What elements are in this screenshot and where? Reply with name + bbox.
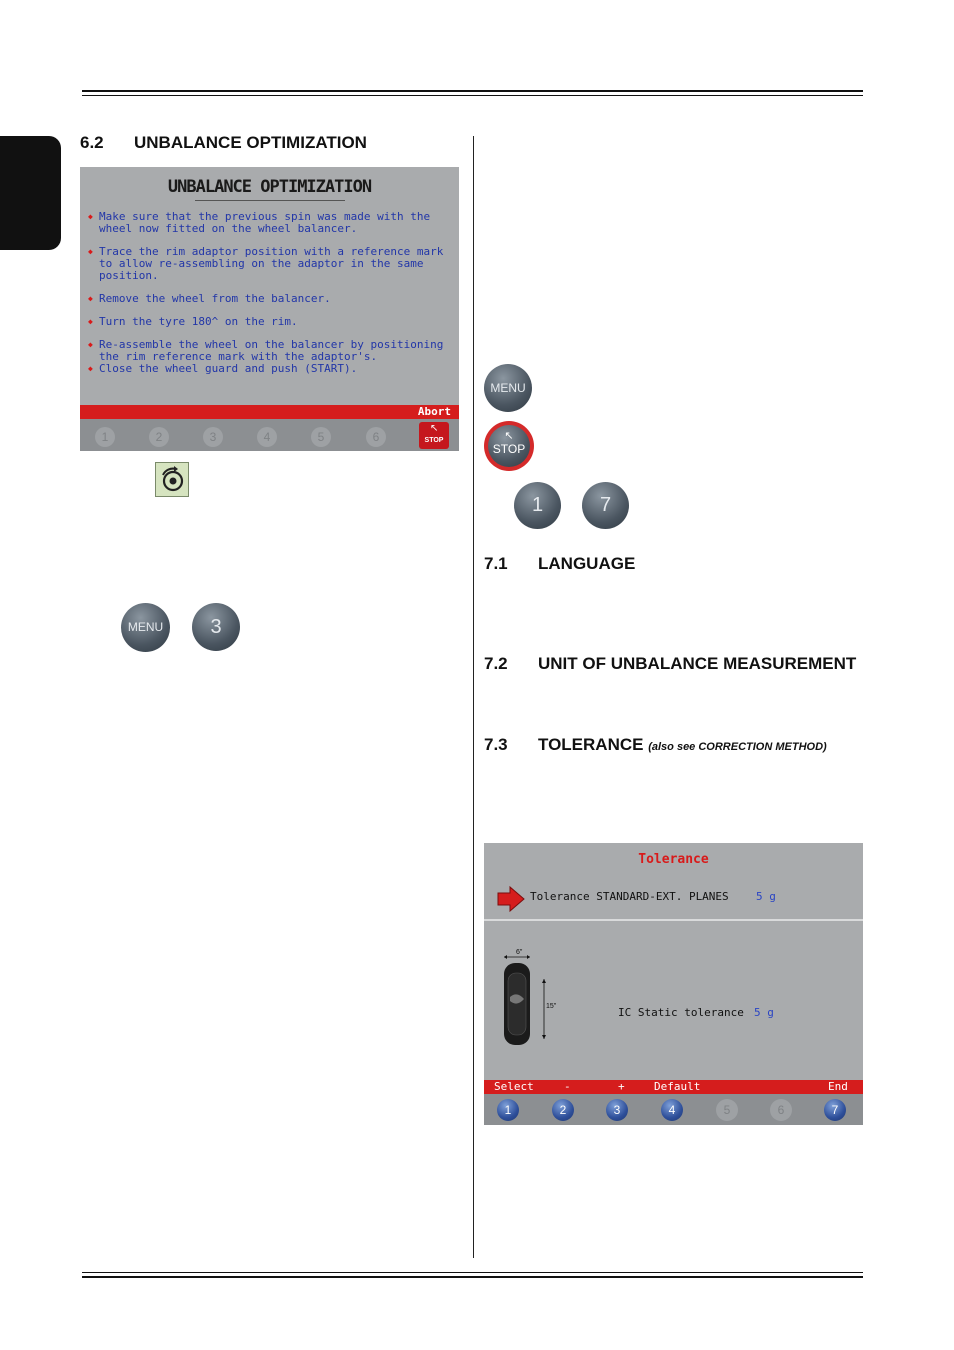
- section-heading-6-2: [80, 133, 367, 153]
- instruction-item: ◆ Remove the wheel from the balancer.: [88, 293, 448, 305]
- key-1-button[interactable]: 1: [497, 1099, 519, 1121]
- key-1-button[interactable]: 1: [95, 427, 115, 447]
- spin-icon: [155, 462, 189, 497]
- menu-button[interactable]: MENU: [484, 364, 532, 412]
- footer-rule: [82, 1276, 863, 1278]
- stop-button[interactable]: [419, 422, 449, 449]
- section-number: 6.2: [80, 133, 104, 152]
- arrow-icon: ↖: [430, 423, 439, 434]
- instruction-item: ◆ Re-assemble the wheel on the balancer by positioning the rim reference mark with the adaptor's.: [88, 339, 448, 363]
- end-label: End: [828, 1080, 848, 1093]
- tolerance-std-label: Tolerance STANDARD-EXT. PLANES: [530, 890, 729, 903]
- width-label: 6": [516, 949, 523, 956]
- button-row: [80, 419, 459, 451]
- section-title: LANGUAGE: [538, 554, 636, 573]
- key-6-button: 6: [770, 1099, 792, 1121]
- menu-button[interactable]: MENU: [121, 603, 170, 652]
- key-5-button[interactable]: 5: [311, 427, 331, 447]
- key-4-button[interactable]: 4: [661, 1099, 683, 1121]
- header-rule: [82, 90, 863, 92]
- column-divider: [473, 136, 474, 1258]
- header-rule-thin: [82, 95, 863, 96]
- diameter-label: 15": [546, 1003, 557, 1010]
- tolerance-std-value[interactable]: 5 g: [756, 890, 776, 903]
- key-6-button[interactable]: 6: [366, 427, 386, 447]
- stop-label: STOP: [492, 442, 526, 456]
- function-bar: [80, 405, 459, 419]
- unbalance-optimization-screen: [80, 167, 459, 451]
- abort-label: Abort: [417, 405, 451, 418]
- instruction-item: ◆ Close the wheel guard and push (START).: [88, 363, 448, 375]
- key-7-button[interactable]: 7: [824, 1099, 846, 1121]
- default-label: Default: [654, 1080, 701, 1093]
- title-underline: [195, 200, 345, 201]
- key-2-button[interactable]: 2: [149, 427, 169, 447]
- screen-title: Tolerance: [638, 852, 709, 867]
- stop-button[interactable]: [484, 421, 534, 471]
- arrow-right-icon: [496, 885, 526, 913]
- section-heading-7-3: [484, 735, 827, 755]
- key-4-button[interactable]: 4: [257, 427, 277, 447]
- section-subtitle: (also see CORRECTION METHOD): [648, 741, 827, 753]
- key-3-button[interactable]: 3: [192, 603, 240, 651]
- stop-label: STOP: [424, 437, 444, 444]
- section-heading-7-1: [484, 554, 635, 574]
- section-title: UNBALANCE OPTIMIZATION: [134, 133, 367, 152]
- tolerance-screen: [484, 843, 863, 1125]
- section-number: 7.3: [484, 735, 508, 754]
- section-title: TOLERANCE: [538, 735, 644, 754]
- instruction-item: ◆ Trace the rim adaptor position with a reference mark to allow re-assembling on the adaptor in the same position.: [88, 246, 448, 282]
- section-title: UNIT OF UNBALANCE MEASUREMENT: [538, 654, 857, 673]
- static-tolerance-label: IC Static tolerance: [618, 1006, 744, 1019]
- key-5-button: 5: [716, 1099, 738, 1121]
- arrow-icon: ↖: [504, 430, 514, 442]
- section-number: 7.1: [484, 554, 508, 573]
- key-1-button[interactable]: 1: [514, 482, 561, 529]
- static-tolerance-value[interactable]: 5 g: [754, 1006, 774, 1019]
- section-number: 7.2: [484, 654, 508, 673]
- minus-label: -: [564, 1080, 571, 1093]
- key-7-button[interactable]: 7: [582, 482, 629, 529]
- key-3-button[interactable]: 3: [606, 1099, 628, 1121]
- footer-rule-thin: [82, 1272, 863, 1273]
- screen-title: UNBALANCE OPTIMIZATION: [167, 177, 372, 197]
- divider: [484, 919, 863, 921]
- instruction-item: ◆ Turn the tyre 180^ on the rim.: [88, 316, 448, 328]
- plus-label: +: [618, 1080, 625, 1093]
- side-tab: [0, 136, 61, 250]
- key-3-button[interactable]: 3: [203, 427, 223, 447]
- instruction-item: ◆ Make sure that the previous spin was made with the wheel now fitted on the wheel balancer.: [88, 211, 448, 235]
- stop-button-face: [488, 425, 530, 467]
- select-label: Select: [494, 1080, 534, 1093]
- button-row: [484, 1094, 863, 1125]
- key-2-button[interactable]: 2: [552, 1099, 574, 1121]
- instruction-list: [88, 211, 448, 386]
- wheel-icon: [496, 947, 556, 1047]
- section-heading-7-2: [484, 654, 856, 674]
